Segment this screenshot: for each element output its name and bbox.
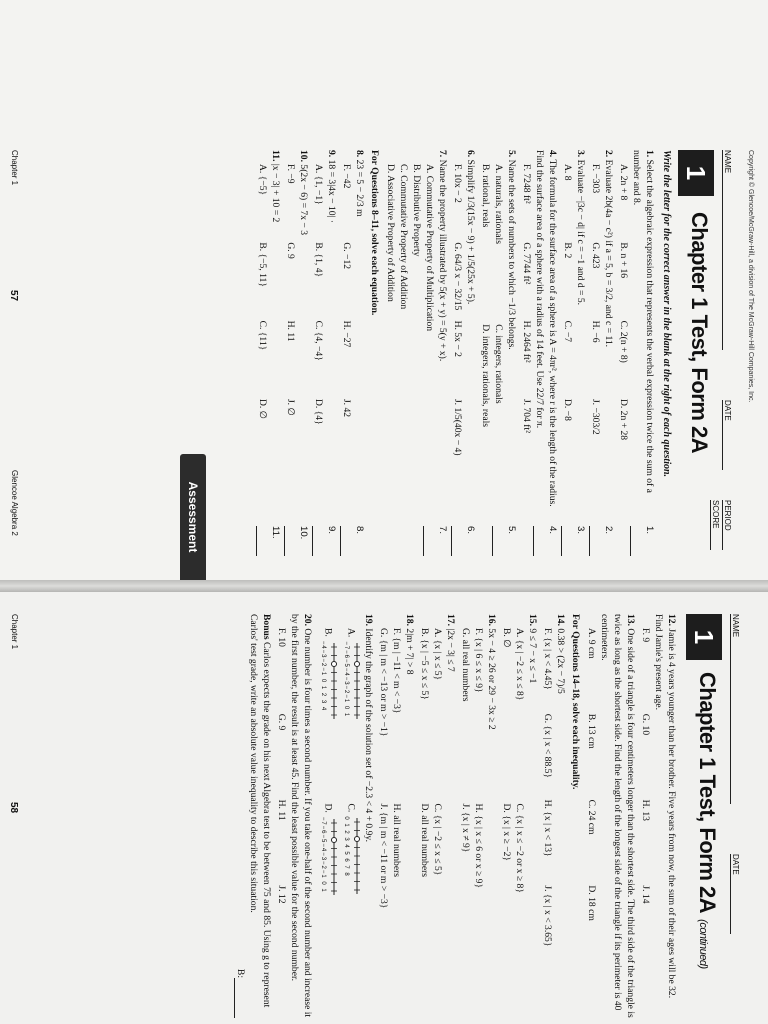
question-text: Evaluate −|3c − d| if c = −1 and d = 5. [575,159,586,306]
answer-choice[interactable]: H. {x | x ≤ 6 or x ≥ 9} [473,803,484,889]
number-line-labels: −7−6−5−4−3−2−1 0 1 [343,641,349,718]
question-number: 11. [270,150,281,162]
answer-choices [275,628,288,1018]
question-text: Name the property illustrated by 5(x + y) = 5(y + x). [437,159,448,362]
bonus-blank[interactable] [234,614,247,1018]
answer-choice[interactable]: A. Commutative Property of Multiplication [424,164,435,332]
test-page-58 [0,592,768,1024]
answer-choice[interactable]: F. {x | 6 ≤ x ≤ 9} [473,628,484,693]
answer-choice[interactable]: A. 2n + 8 [618,164,629,201]
answer-choice[interactable]: D. 2n + 28 [618,398,629,441]
answer-choices [418,628,444,1018]
answer-choices [284,164,297,520]
answer-choice[interactable]: A. 9 cm [586,628,597,659]
answer-choice[interactable]: F. {m | −11 < m < −3} [391,628,402,714]
answer-choice[interactable]: B. 2 [562,242,573,259]
answer-choice[interactable]: G. −12 [341,242,352,270]
answer-choice[interactable]: G. 9 [285,242,296,259]
question-number: 14. [555,614,566,626]
blank-number: 4. [547,526,558,535]
question-number: 7. [437,150,448,158]
answer-choice[interactable]: H. 2464 ft² [521,320,532,363]
answer-choice[interactable]: G. all real numbers [460,628,471,702]
number-line-graph [316,817,339,896]
question-text: Name the sets of numbers to which −1/3 belongs. [506,159,517,350]
number-line-labels: −4−3−2−1 0 1 2 3 4 [320,640,326,712]
chapter-number-tab: 1 [686,614,722,660]
question-text: 5x − 4 ≥ 26 or 29 − 3x ≥ 2 [486,628,497,730]
answer-choice[interactable]: B. n + 16 [618,242,629,279]
question-text: 18 = 3|4x − 10| · [326,159,337,224]
question-17 [418,614,457,1018]
page-number: 57 [8,290,19,302]
date-label: DATE [731,854,740,875]
number-line-graph [339,641,362,720]
question-15 [500,614,539,1018]
answer-choice[interactable]: F. 7248 ft² [521,164,532,204]
answer-choice[interactable]: B. ∅ [501,628,512,648]
assessment-tab: Assessment [180,454,206,580]
questions-column [254,150,656,540]
graph-choice[interactable] [339,628,362,804]
score-label: SCORE [711,500,720,529]
question-number: 4. [547,150,558,158]
answer-choice[interactable]: C. {11} [257,320,268,351]
chapter-number-tab: 1 [678,150,714,196]
answer-blank[interactable] [492,526,518,556]
name-label: NAME [731,614,740,638]
answer-choices [500,628,526,1018]
answer-choice[interactable]: F. 10 [276,628,287,647]
answer-choice[interactable]: J. 1/5(40x − 4) [452,398,463,456]
answer-choice[interactable]: G. {x | x < 88.5} [542,713,553,779]
page-title [694,672,720,969]
bonus-text: Carlos expects the grade on his next Algebra test to be between 75 and 85. Using g to represent Carlos' test grade, write an absolute value inequality to describe this situation. [248,614,272,1008]
question-number: 10. [298,150,309,162]
question-19 [316,614,375,1018]
instructions: Write the letter for the correct answer in the blank at the right of each question. [661,150,672,478]
answer-choice[interactable]: J. 42 [341,398,352,418]
blank-number: 8. [354,526,365,535]
answer-choices [256,164,269,520]
question-text: 2|m + 7| > 8 [404,628,415,675]
blank-number: 3. [575,526,586,535]
blank-number: 7. [437,526,448,535]
answer-choices [384,164,436,520]
question-number: 1. [644,150,655,158]
answer-choice[interactable]: F. −303 [590,164,601,194]
question-4 [520,150,559,535]
answer-choice[interactable]: C. 2(n + 8) [618,320,629,363]
answer-choice[interactable]: G. 423 [590,242,601,269]
footer-book: Glencoe Algebra 2 [10,470,19,536]
question-number: 8. [354,150,365,158]
answer-choices [340,164,353,520]
answer-choices [312,164,325,520]
answer-choice[interactable]: J. {x | x < 3.65} [542,885,553,947]
answer-choice[interactable]: A. [345,628,357,638]
question-5 [479,150,518,535]
question-10 [284,150,310,540]
answer-choice[interactable]: B. [322,628,334,637]
bonus-question [234,614,273,1018]
page-number: 58 [8,802,19,814]
question-text: 9 ≤ 7 − x ≤ −1 [527,628,538,684]
answer-choice[interactable]: D. [322,803,334,813]
answer-choice[interactable]: J. 12 [276,885,287,904]
question-18 [377,614,416,1018]
question-12 [639,614,678,1018]
graph-choice[interactable] [339,804,362,980]
question-number: 20. [302,614,313,626]
title-text: Chapter 1 Test, Form 2A [695,672,720,914]
header-fields [718,150,732,574]
question-9 [312,150,338,535]
answer-choice[interactable]: F. {x | x < 4.45} [542,628,553,690]
question-text: The formula for the surface area of a sphere is A = 4πr², where r is the length of the radius. Find the surface area of a sphere with a radius of 14 feet. Use 22/7 for π. [534,150,558,507]
bonus-label: Bonus [261,614,272,640]
question-number: 2. [603,150,614,158]
question-text: 0.38 > (2x − 7)/5 [555,628,566,694]
bonus-blank-label: B: [235,968,246,978]
answer-choice[interactable]: G. {m | m < −13 or m > −1} [378,628,389,737]
question-6 [451,150,477,535]
question-number: 9. [326,150,337,158]
question-text: |x − 3| + 10 = 2 [270,163,281,223]
blank-number: 2. [603,526,614,535]
question-number: 5. [506,150,517,158]
answer-choice[interactable]: H. all real numbers [391,803,402,878]
answer-blank[interactable] [451,526,477,556]
answer-choice[interactable]: A. {1, −1} [313,164,324,205]
graph-choice[interactable] [316,628,339,804]
answer-choice[interactable]: F. −42 [341,164,352,189]
question-number: 18. [404,614,415,626]
question-14 [541,614,567,1018]
answer-choice[interactable]: D. ∅ [257,398,268,420]
answer-choice[interactable]: A. {x | x ≤ 5} [432,628,443,681]
answer-choice[interactable]: B. {x | −5 ≤ x ≤ 5} [419,628,430,700]
blank-number: 6. [465,526,476,535]
number-line-labels: 0 1 2 3 4 5 6 7 8 [343,816,349,877]
footer-chapter: Chapter 1 [10,150,19,186]
question-text: Evaluate 2b(4a − c²) if a = 5, b = 3/2, and c = 11. [603,159,614,348]
answer-choice[interactable]: G. 9 [276,713,287,731]
answer-choice[interactable]: H. 5x − 2 [452,320,463,357]
date-label: DATE [723,400,732,421]
answer-blank[interactable] [312,526,338,556]
continued-label: (continued) [697,919,709,969]
answer-choice[interactable]: J. {m | m < −11 or m > −3} [378,803,389,909]
question-1 [617,150,656,535]
answer-choice[interactable]: H. 11 [285,320,296,342]
answer-choice[interactable]: F. −9 [285,164,296,184]
question-20 [275,614,314,1018]
answer-choice[interactable]: H. −6 [590,320,601,343]
answer-choice[interactable]: C. [345,803,357,813]
question-13 [585,614,637,1018]
question-number: 6. [465,150,476,158]
question-text: Jamie is 4 years younger than her brother. Five years from now, the sum of their ages will be 32. Find Jamie's present age. [653,614,677,999]
graph-choice[interactable] [316,804,339,980]
answer-choice[interactable]: H. −27 [341,320,352,348]
answer-choice[interactable]: A. naturals, rationals [493,164,504,244]
answer-choice[interactable]: D. all real numbers [419,803,430,878]
answer-choice[interactable]: D. −8 [562,398,573,421]
answer-blank[interactable] [561,526,587,556]
blank-number: 5. [506,526,517,535]
answer-choices [617,164,630,520]
section-heading: For Questions 8–11, solve each equation. [369,150,380,316]
question-text: 5(2x − 6) = 7x − 3 [298,164,309,235]
number-line-labels: −7−6−5−4−3−2−1 0 1 [320,816,326,893]
answer-choice[interactable]: B. Distributive Property [411,164,422,257]
question-number: 17. [445,614,456,626]
number-line-graph [316,641,339,720]
answer-choices [459,628,485,1018]
book-gutter [0,580,768,592]
question-7 [384,150,449,535]
answer-choice[interactable]: J. −303/2 [590,398,601,435]
answer-blank[interactable] [256,526,282,556]
answer-choice[interactable]: C. Commutative Property of Addition [398,164,409,310]
answer-choice[interactable]: C. 24 cm [586,799,597,835]
section-heading: For Questions 14–18, solve each inequality. [570,614,581,790]
answer-choice[interactable]: B. {−5, 11} [257,242,268,287]
question-text: One number is four times a second number. If you take one-half of the second number and increase it by the first number, the result is at least 45. Find the least possible value for the second number. [289,614,313,1018]
answer-blank[interactable] [630,526,656,556]
answer-choice[interactable]: J. 704 ft² [521,398,532,433]
answer-choice[interactable]: J. {x | x ≠ 9} [460,803,471,853]
question-number: 3. [575,150,586,158]
blank-number: 1. [644,526,655,535]
answer-choice[interactable]: H. 11 [276,799,287,821]
answer-choice[interactable]: A. 8 [562,164,573,181]
question-text: 23 = 5 − 2/3 m [354,159,365,217]
page-title: Chapter 1 Test, Form 2A [687,212,712,454]
answer-choice[interactable]: G. 10 [640,713,651,736]
answer-blank[interactable] [589,526,615,556]
answer-choice[interactable]: A. {x | −2 ≤ x ≤ 8} [514,628,525,701]
answer-choice[interactable]: B. rational, reals [480,164,491,228]
answer-choice[interactable]: D. 18 cm [586,885,597,921]
copyright-notice: Copyright © Glencoe/McGraw-Hill, a division of The McGraw-Hill Companies, Inc. [747,150,754,403]
answer-blank[interactable] [533,526,559,556]
question-2 [589,150,615,535]
answer-choices [316,628,362,1018]
answer-choice[interactable]: B. {1, 4} [313,242,324,278]
answer-choice[interactable]: H. 13 [640,799,651,821]
question-number: 19. [363,614,374,626]
answer-choices [589,164,602,520]
answer-choices [585,628,598,1018]
answer-choice[interactable]: G. 64/3 x − 32/15 [452,242,463,311]
question-number: 12. [666,614,677,626]
answer-choices [639,628,652,1018]
header-fields [726,614,740,1018]
answer-choices [451,164,464,520]
answer-choice[interactable]: G. 7744 ft² [521,242,532,285]
answer-choice[interactable]: H. {x | x < 13} [542,799,553,857]
answer-choice[interactable]: B. 13 cm [586,713,597,749]
question-11 [256,150,282,539]
blank-number: 11. [270,526,281,539]
number-line-graph [339,816,362,895]
question-text: |2x − 3| ≤ 7 [445,628,456,672]
question-number: 15. [527,614,538,626]
answer-choice[interactable]: D. integers, rationals, reals [480,324,491,428]
answer-choice[interactable]: F. 10x − 2 [452,164,463,203]
question-text: Identify the graph of the solution set of −2.3 < 4 + 0.9y. [363,628,374,842]
answer-choice[interactable]: A. {−5} [257,164,268,196]
question-number: 16. [486,614,497,626]
footer-chapter: Chapter 1 [10,614,19,650]
question-text: Simplify 1/3(15x − 9) + 1/5(25x + 5). [465,159,476,305]
questions-column [232,614,678,1018]
answer-blank[interactable] [284,526,310,556]
answer-choices [541,628,554,1018]
answer-choice[interactable]: C. −7 [562,320,573,343]
answer-choice[interactable]: J. ∅ [285,398,296,416]
answer-choice[interactable]: C. {x | −2 ≤ x ≤ 5} [432,803,443,876]
question-text: One side of a triangle is four centimeters longer than the shortest side. The third side of the triangle is twice as long as the shortest side. Find the length of the longest side of the triangle if its perimeter is 40 centimeters. [599,614,636,1018]
answer-choice[interactable]: J. 14 [640,885,651,904]
answer-choice[interactable]: F. 9 [640,628,651,643]
answer-choices [377,628,403,1018]
answer-choices [520,164,533,520]
name-label: NAME [723,150,732,174]
answer-choice[interactable]: D. {4} [313,398,324,425]
answer-choice[interactable]: D. Associative Property of Addition [385,164,396,302]
period-label: PERIOD [723,500,732,531]
answer-choice[interactable]: C. integers, rationals [493,324,504,404]
answer-choice[interactable]: C. {x | x ≤ −2 or x ≥ 8} [514,803,525,893]
blank-number: 10. [298,526,309,540]
answer-blank[interactable] [340,526,366,556]
question-number: 13. [625,614,636,626]
answer-choices [479,164,505,520]
answer-choices [561,164,574,520]
question-text: Select the algebraic expression that represents the verbal expression twice the sum of a number and 8. [631,150,655,493]
answer-choice[interactable]: D. {x | x ≥ −2} [501,803,512,862]
question-8 [340,150,366,535]
answer-choice[interactable]: C. {4, −4} [313,320,324,361]
answer-blank[interactable] [423,526,449,556]
blank-number: 9. [326,526,337,535]
question-16 [459,614,498,1018]
question-3 [561,150,587,535]
